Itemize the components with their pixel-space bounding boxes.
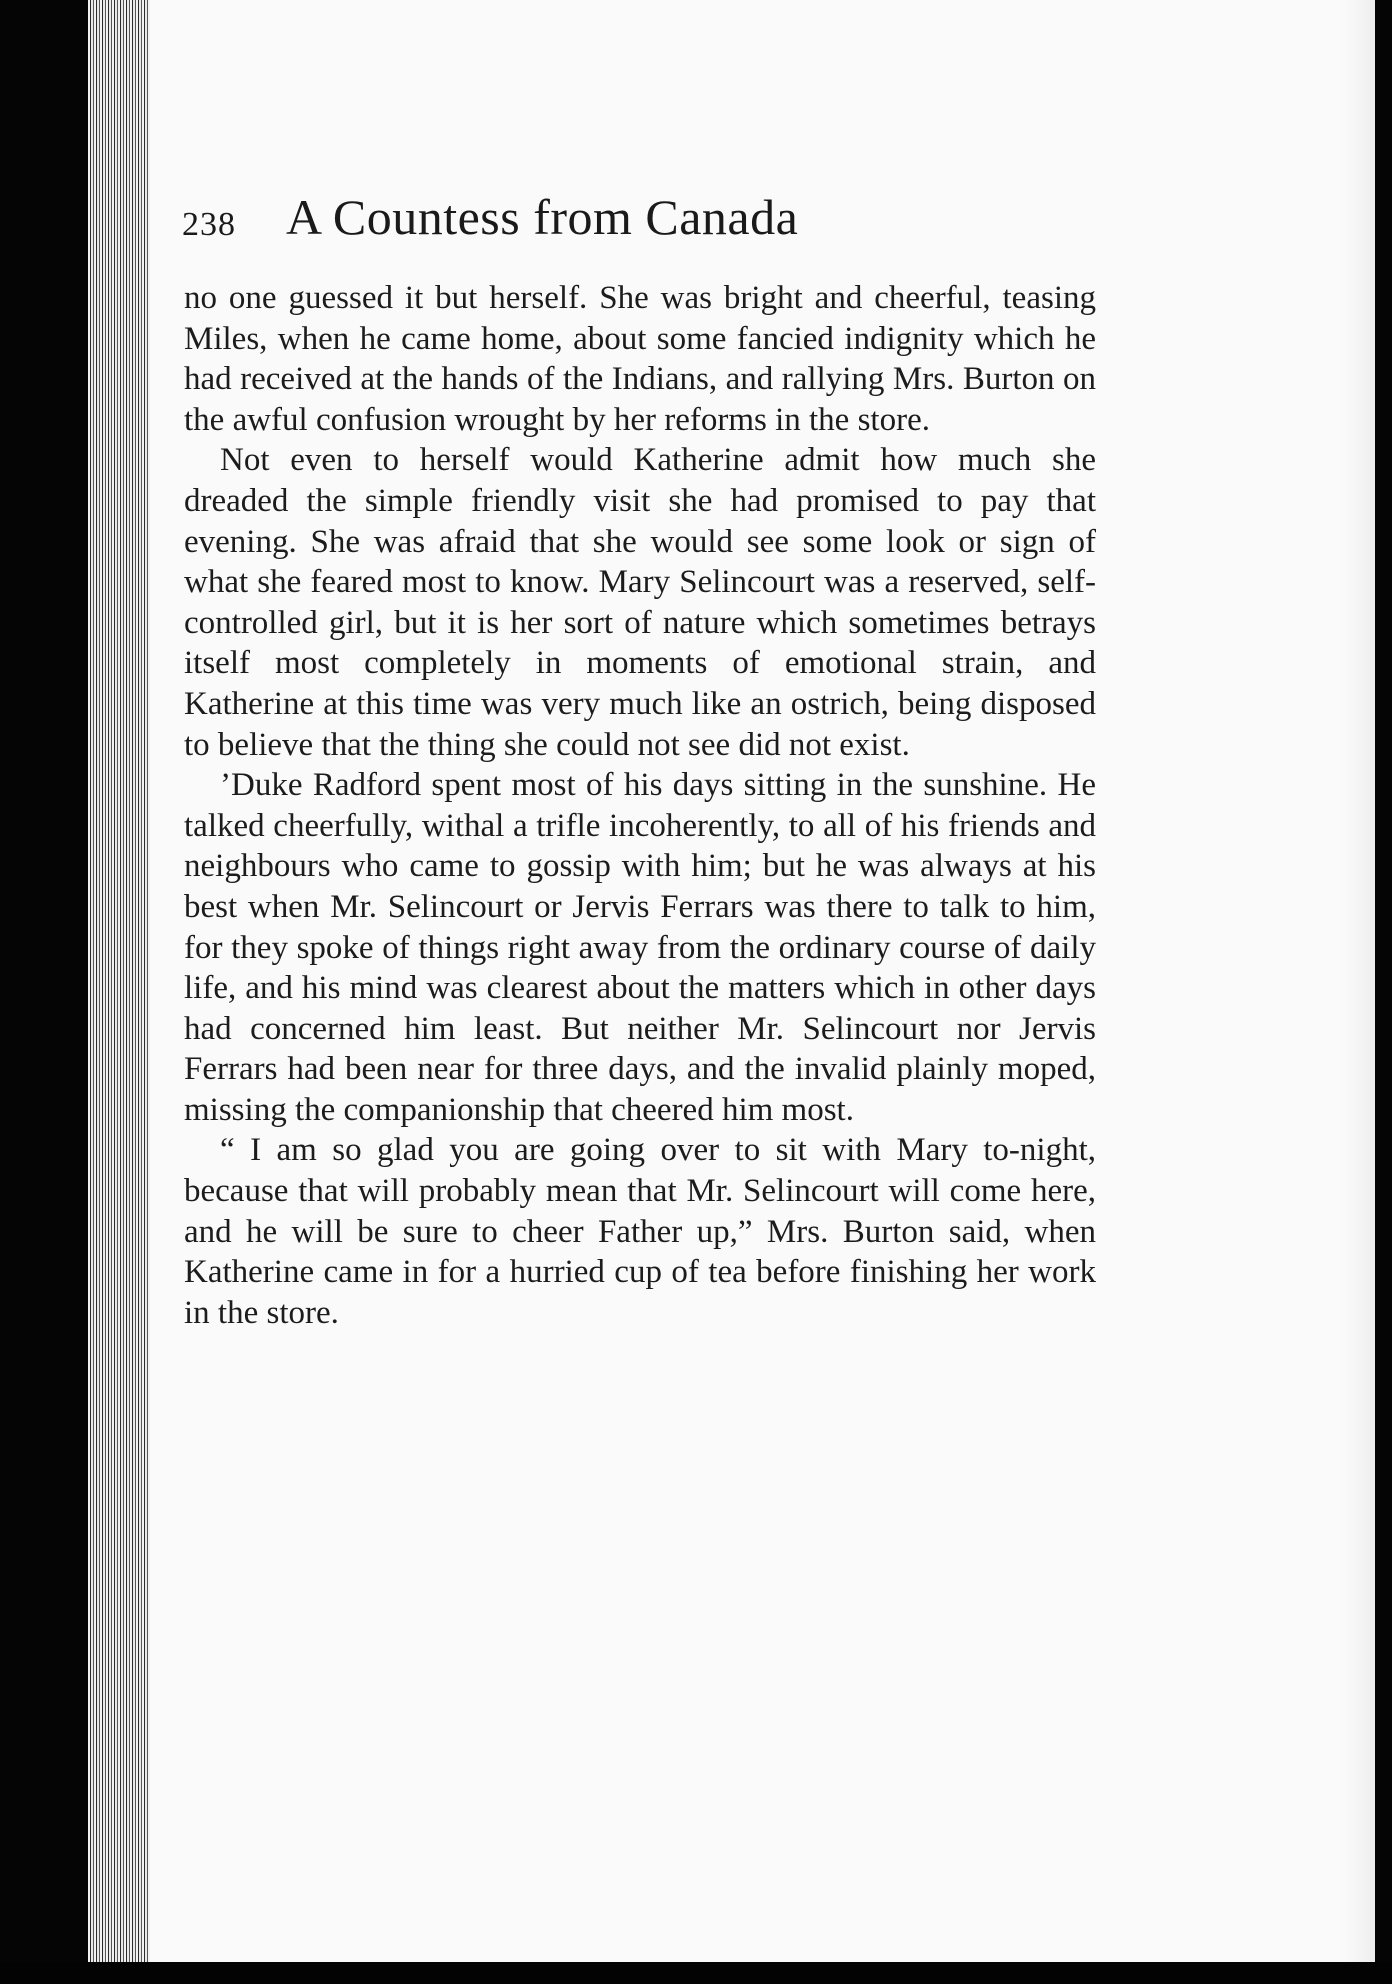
scan-bottom-edge (0, 1962, 1392, 1984)
paragraph-4: “ I am so glad you are going over to sit with Mary to-night, because that will probably mean that Mr. Selincourt will come here, and he will be sure to cheer Father up,” Mrs. Burton said, when Katherine came in for a hurried cup of tea before finishing her work in the store. (184, 1132, 1096, 1331)
paragraph-1: no one guessed it but herself. She was bright and cheerful, teasing Miles, when he came home, about some fancied indignity which he had received at the hands of the Indians, and rallying Mrs. Burton on the awful confusion wrought by her reforms in the store. (184, 280, 1096, 438)
body-text (184, 278, 1096, 1333)
paragraph-2: Not even to herself would Katherine admit how much she dreaded the simple friendly visit she had promised to pay that evening. She was afraid that she would see some look or sign of what she feared most to know. Mary Selincourt was a reserved, self-controlled girl, but it is her sort of nature which sometimes betrays itself most completely in moments of emotional strain, and Katherine at this time was very much like an ostrich, being disposed to believe that the thing she could not see did not exist. (184, 442, 1096, 763)
running-title: A Countess from Canada (286, 189, 799, 245)
page-block-edge (88, 0, 158, 1984)
page-number: 238 (182, 206, 236, 243)
paragraph-3: ’Duke Radford spent most of his days sitting in the sunshine. He talked cheerfully, withal a trifle incoherently, to all of his friends and neighbours who came to gossip with him; but he was always at his best when Mr. Selincourt or Jervis Ferrars was there to talk to him, for they spoke of things right away from the ordinary course of daily life, and his mind was clearest about the matters which in other days had concerned him least. But neither Mr. Selincourt nor Jervis Ferrars had been near for three days, and the invalid plainly moped, missing the companionship that cheered him most. (184, 767, 1096, 1128)
page-shadow (1345, 0, 1375, 1962)
page-header (182, 188, 1094, 258)
